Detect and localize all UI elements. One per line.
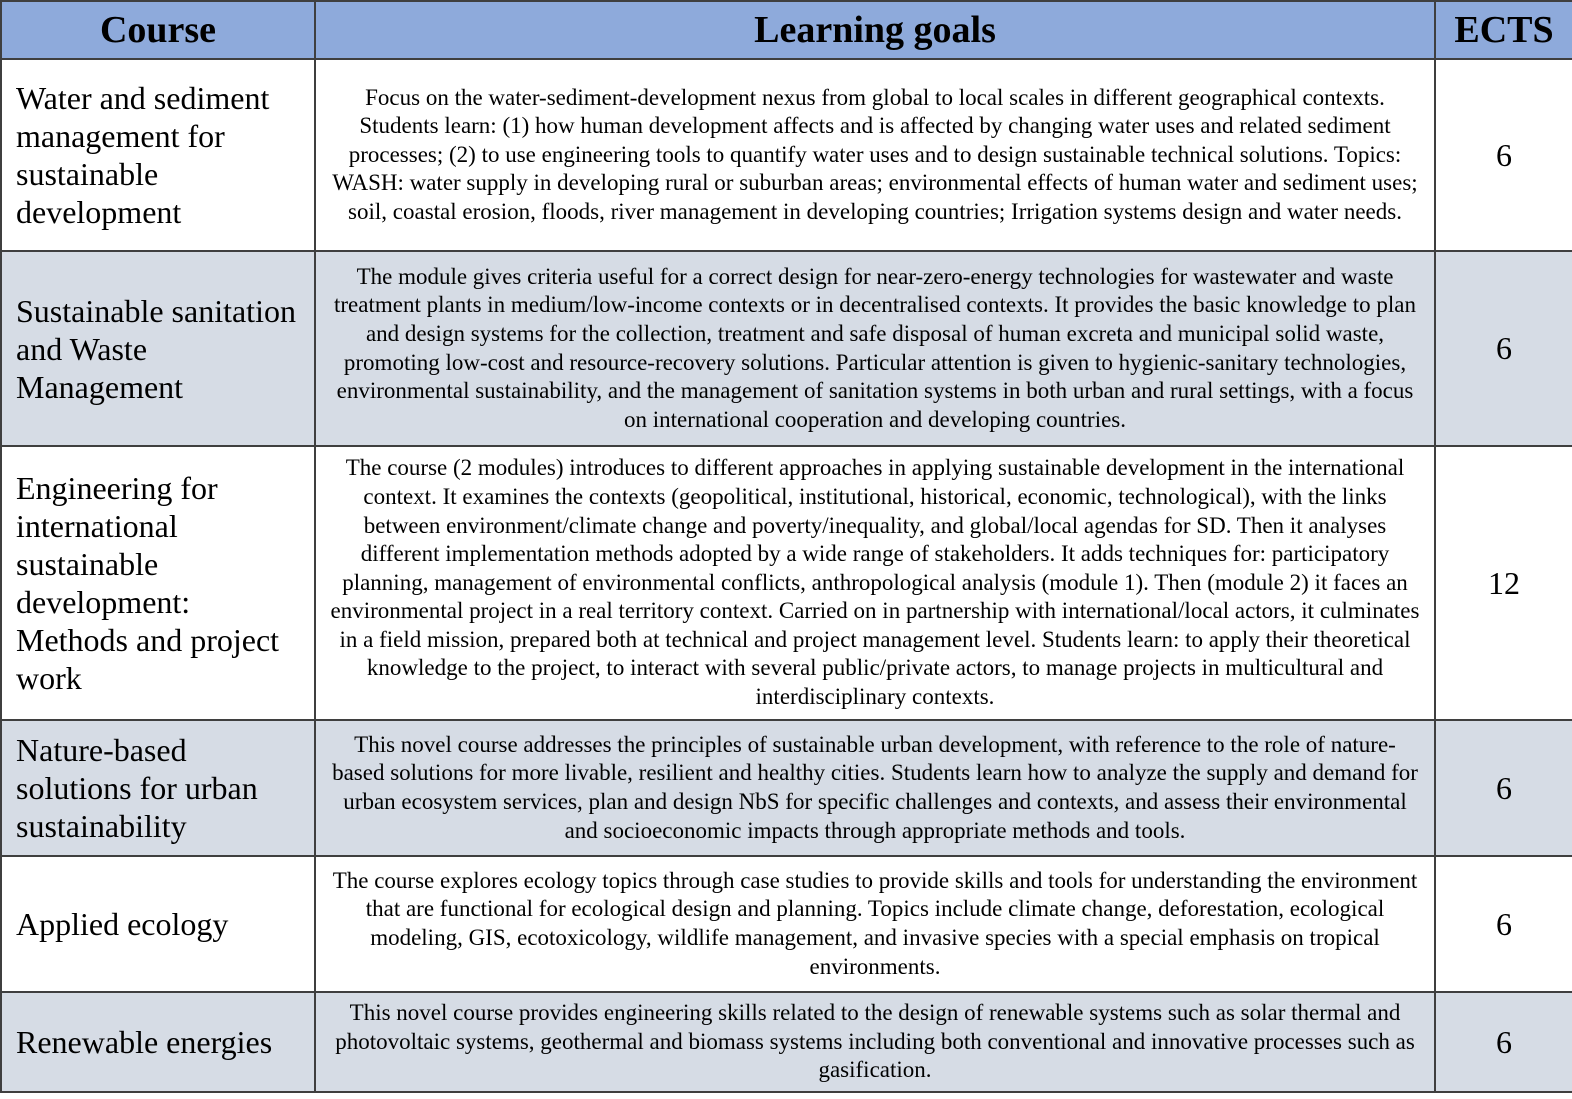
table-row	[1, 251, 1572, 446]
course-name: Water and sediment management for sustainable development	[1, 59, 315, 251]
ects-value: 12	[1435, 446, 1572, 720]
table-row	[1, 446, 1572, 720]
table-row	[1, 59, 1572, 251]
header-row	[1, 1, 1572, 59]
header-ects: ECTS	[1435, 1, 1572, 59]
ects-value: 6	[1435, 856, 1572, 992]
course-name: Nature-based solutions for urban sustainability	[1, 720, 315, 856]
ects-value: 6	[1435, 251, 1572, 446]
learning-goals-text: Focus on the water-sediment-development nexus from global to local scales in different geographical contexts. Students learn: (1) how human development affects and is affected by changing water uses and related sediment processes; (2) to use engineering tools to quantify water uses and to design sustainable technical solutions. Topics: WASH: water supply in developing rural or suburban areas; environmental effects of human water and sediment uses; soil, coastal erosion, floods, river management in developing countries; Irrigation systems design and water needs.	[315, 59, 1435, 251]
learning-goals-text: The course (2 modules) introduces to different approaches in applying sustainable development in the international context. It examines the contexts (geopolitical, institutional, historical, economic, technological), with the links between environment/climate change and poverty/inequality, and global/local agendas for SD. Then it analyses different implementation methods adopted by a wide range of stakeholders. It adds techniques for: participatory planning, management of environmental conflicts, anthropological analysis (module 1). Then (module 2) it faces an environmental project in a real territory context. Carried on in partnership with international/local actors, it culminates in a field mission, prepared both at technical and project management level. Students learn: to apply their theoretical knowledge to the project, to interact with several public/private actors, to manage projects in multicultural and interdisciplinary contexts.	[315, 446, 1435, 720]
ects-value: 6	[1435, 59, 1572, 251]
learning-goals-text: The course explores ecology topics through case studies to provide skills and tools for understanding the environment that are functional for ecological design and planning. Topics include climate change, deforestation, ecological modeling, GIS, ecotoxicology, wildlife management, and invasive species with a special emphasis on tropical environments.	[315, 856, 1435, 992]
header-course: Course	[1, 1, 315, 59]
ects-value: 6	[1435, 720, 1572, 856]
table-row	[1, 720, 1572, 856]
course-name: Sustainable sanitation and Waste Management	[1, 251, 315, 446]
course-name: Renewable energies	[1, 992, 315, 1092]
course-name: Applied ecology	[1, 856, 315, 992]
course-name: Engineering for international sustainable development: Methods and project work	[1, 446, 315, 720]
learning-goals-text: This novel course provides engineering skills related to the design of renewable systems such as solar thermal and photovoltaic systems, geothermal and biomass systems including both conventional and innovative processes such as gasification.	[315, 992, 1435, 1092]
header-learning-goals: Learning goals	[315, 1, 1435, 59]
learning-goals-text: This novel course addresses the principles of sustainable urban development, with reference to the role of nature-based solutions for more livable, resilient and healthy cities. Students learn how to analyze the supply and demand for urban ecosystem services, plan and design NbS for specific challenges and contexts, and assess their environmental and socioeconomic impacts through appropriate methods and tools.	[315, 720, 1435, 856]
table-row	[1, 992, 1572, 1092]
table-row	[1, 856, 1572, 992]
learning-goals-text: The module gives criteria useful for a correct design for near-zero-energy technologies for wastewater and waste treatment plants in medium/low-income contexts or in decentralised contexts. It provides the basic knowledge to plan and design systems for the collection, treatment and safe disposal of human excreta and municipal solid waste, promoting low-cost and resource-recovery solutions. Particular attention is given to hygienic-sanitary technologies, environmental sustainability, and the management of sanitation systems in both urban and rural settings, with a focus on international cooperation and developing countries.	[315, 251, 1435, 446]
ects-value: 6	[1435, 992, 1572, 1092]
